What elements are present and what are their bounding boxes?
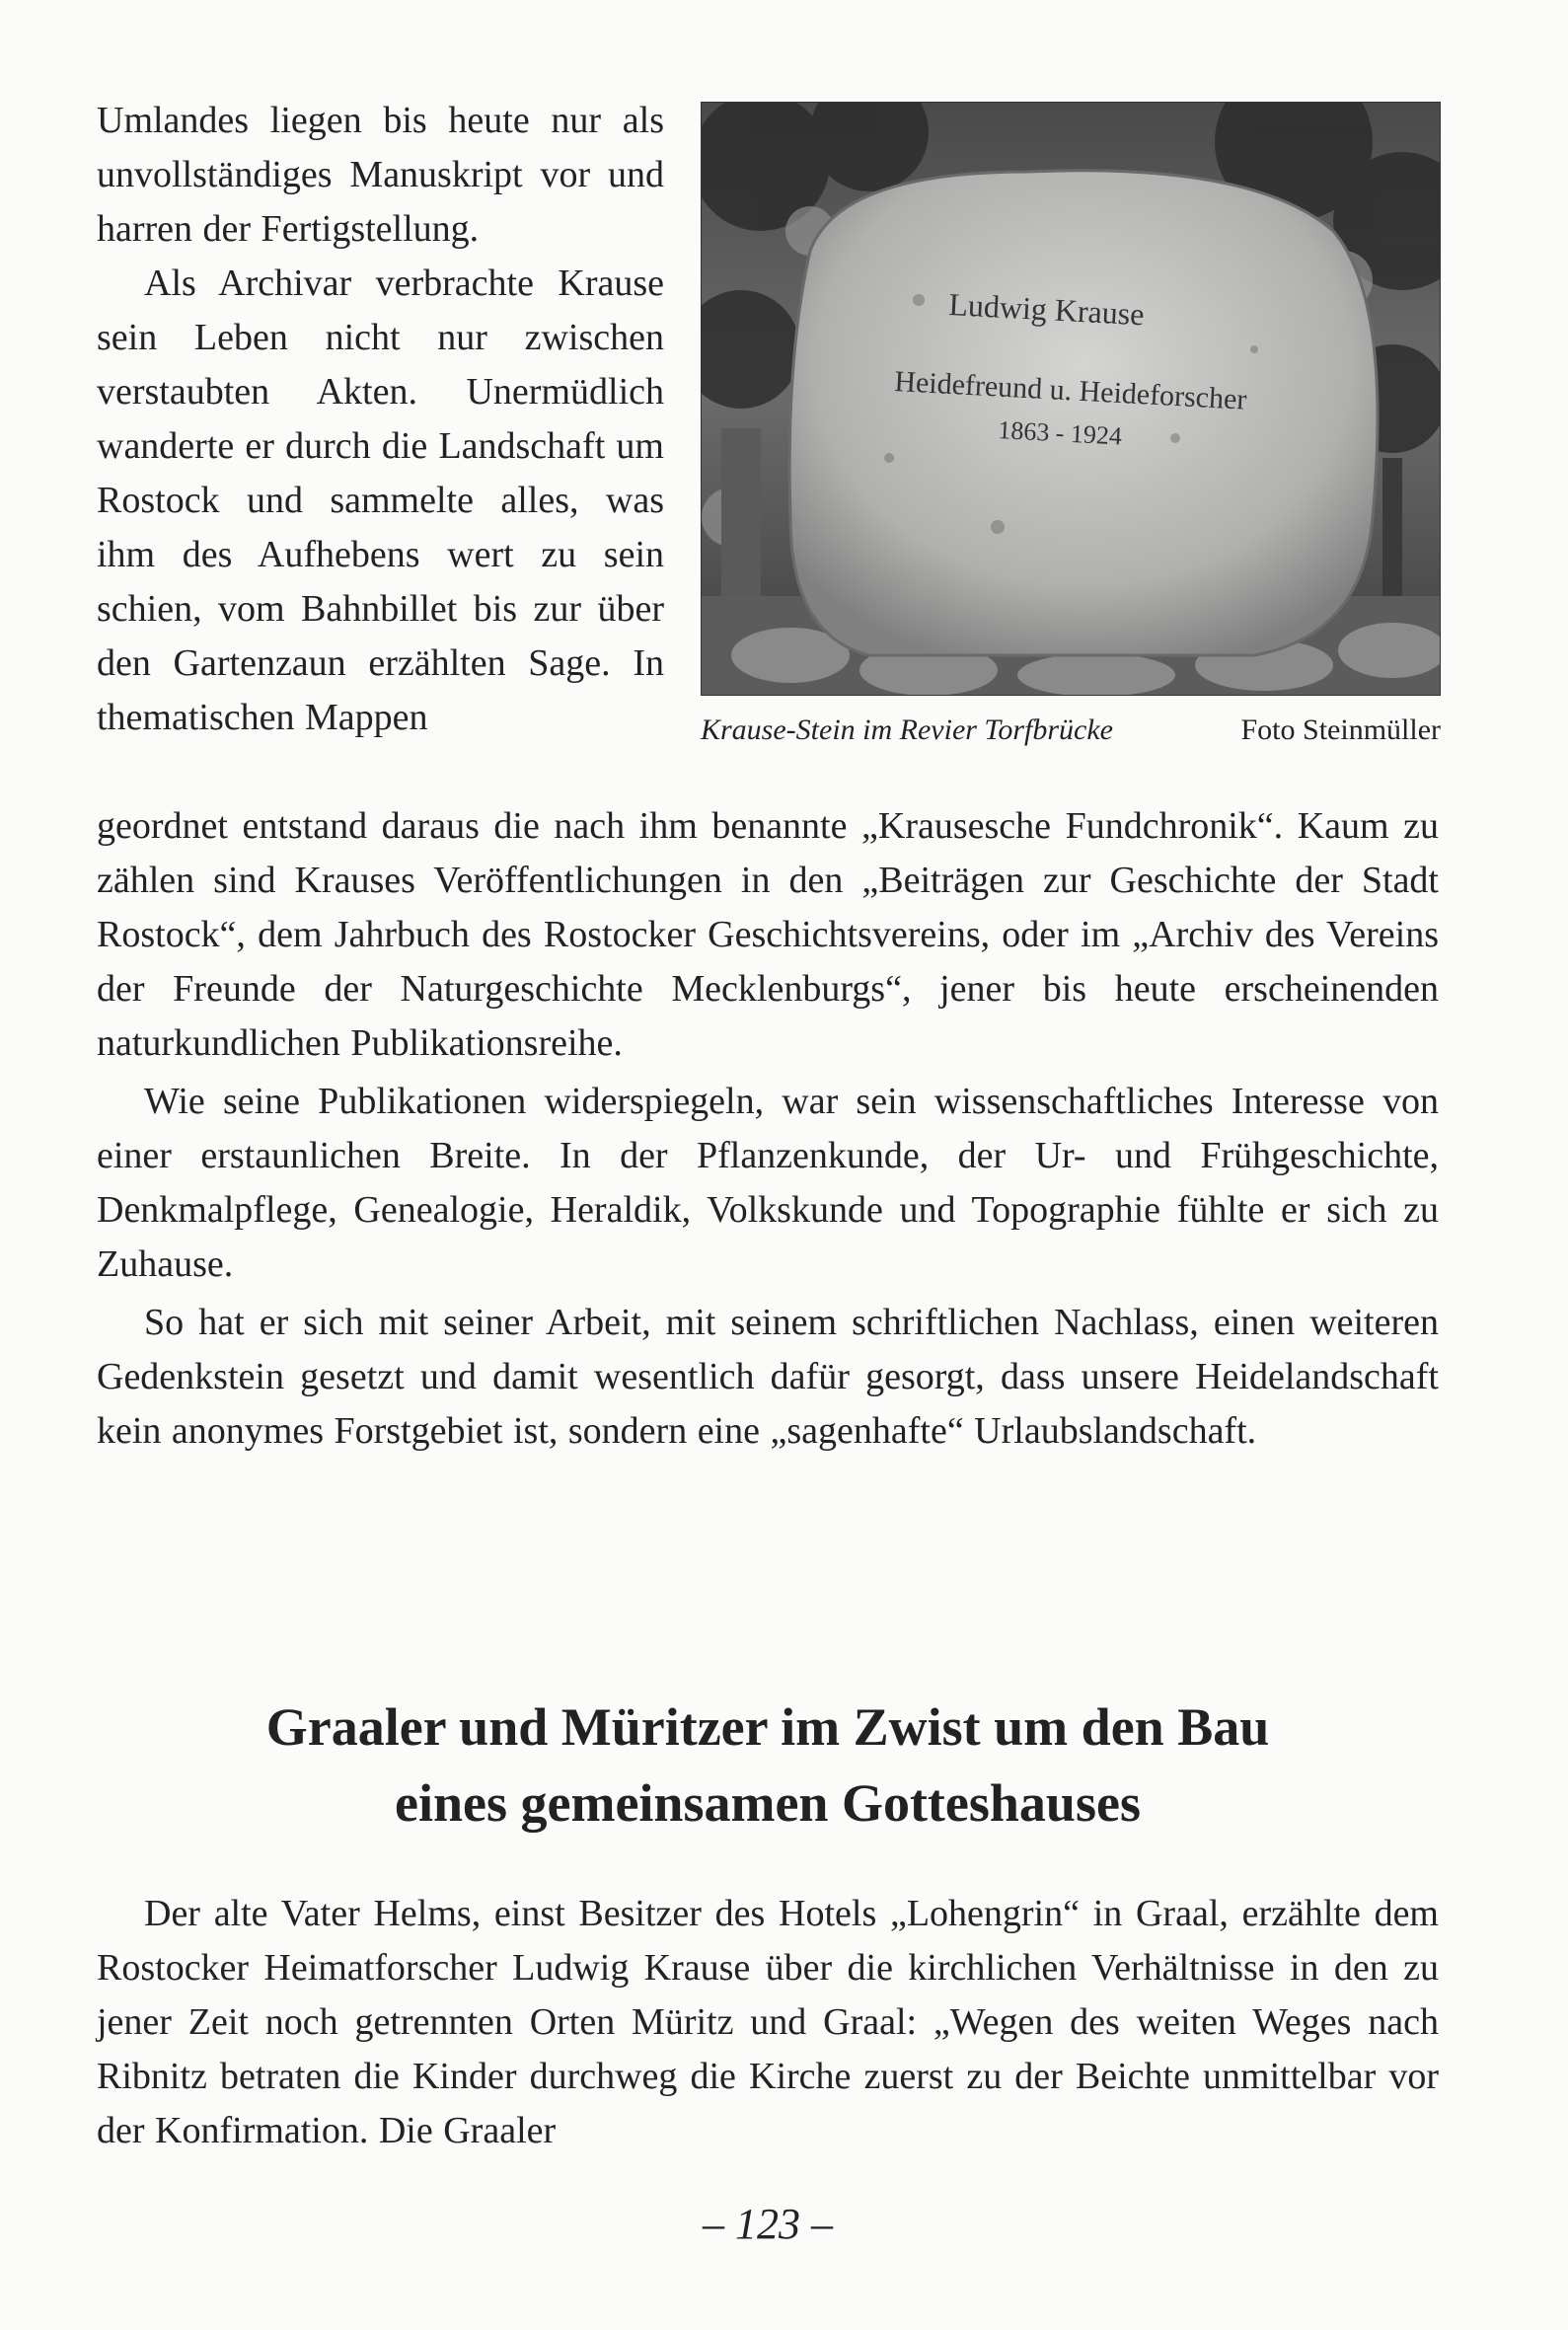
heading-line-1: Graaler und Müritzer im Zwist um den Bau <box>265 1697 1270 1757</box>
paragraph-fundchronik: geordnet entstand daraus die nach ihm benannte „Krausesche Fundchronik“. Kaum zu zählen sind Krauses Veröffentlichungen in den „Beiträgen zur Geschichte der Stadt Rostock“, dem Jahrbuch des Rostocker Geschichtsvereins, oder im „Archiv des Vereins der Freunde der Naturgeschichte Mecklenburgs“, jener bis heute erscheinenden naturkundlichen Publikationsreihe. <box>97 805 1439 1064</box>
book-page <box>97 0 1439 2330</box>
caption-credit: Foto Steinmüller <box>1240 714 1441 746</box>
heading-line-2: eines gemeinsamen Gotteshauses <box>395 1773 1141 1833</box>
inscription-line-1: Ludwig Krause <box>947 286 1146 333</box>
section-body <box>97 1887 1439 2158</box>
paragraph-gedenkstein: So hat er sich mit seiner Arbeit, mit seinem schriftlichen Nachlass, einen weiteren Gedenkstein gesetzt und damit wesentlich dafür gesorgt, dass unsere Heidelandschaft kein anonymes Forstgebiet ist, sondern eine „sagenhafte“ Urlaubslandschaft. <box>97 1302 1439 1452</box>
paragraph-publikationen: Wie seine Publikationen widerspiegeln, war sein wissenschaftliches Interesse von einer erstaunlichen Breite. In der Pflanzenkunde, der Ur- und Frühgeschichte, Denkmalpflege, Genealogie, Heraldik, Volkskunde und Topographie fühlte er sich zu Zuhause. <box>97 1081 1439 1285</box>
section-heading <box>97 1690 1439 1841</box>
wrapped-text-column <box>97 94 664 745</box>
paragraph-archivar: Als Archivar verbrachte Krause sein Leben nicht nur zwischen verstaubten Akten. Unermüdlich wanderte er durch die Landschaft um Rostock und sammelte alles, was ihm des Aufhebens wert zu sein schien, vom Bahnbillet bis zur über den Gartenzaun erzählten Sage. In thematischen Mappen <box>97 263 664 738</box>
figure-caption <box>701 714 1441 747</box>
krause-stein-photo <box>701 102 1441 696</box>
inscription-line-3: 1863 - 1924 <box>997 415 1123 451</box>
page-number: – 123 – <box>703 2200 833 2248</box>
paragraph-continuation: Umlandes liegen bis heute nur als unvollständiges Manuskript vor und harren der Fertigstellung. <box>97 100 664 250</box>
photo-figure <box>701 102 1441 747</box>
inscription-line-2: Heidefreund u. Heideforscher <box>893 365 1248 416</box>
paragraph-vater-helms: Der alte Vater Helms, einst Besitzer des Hotels „Lohengrin“ in Graal, erzählte dem Rostocker Heimatforscher Ludwig Krause über die kirchlichen Verhältnisse in den zu jener Zeit noch getrennten Orten Müritz und Graal: „Wegen des weiten Weges nach Ribnitz betraten die Kinder durchweg die Kirche zuerst zu der Beichte unmittelbar vor der Konfirmation. Die Graaler <box>97 1893 1439 2151</box>
caption-title: Krause-Stein im Revier Torfbrücke <box>701 714 1113 746</box>
full-width-text <box>97 799 1439 1459</box>
